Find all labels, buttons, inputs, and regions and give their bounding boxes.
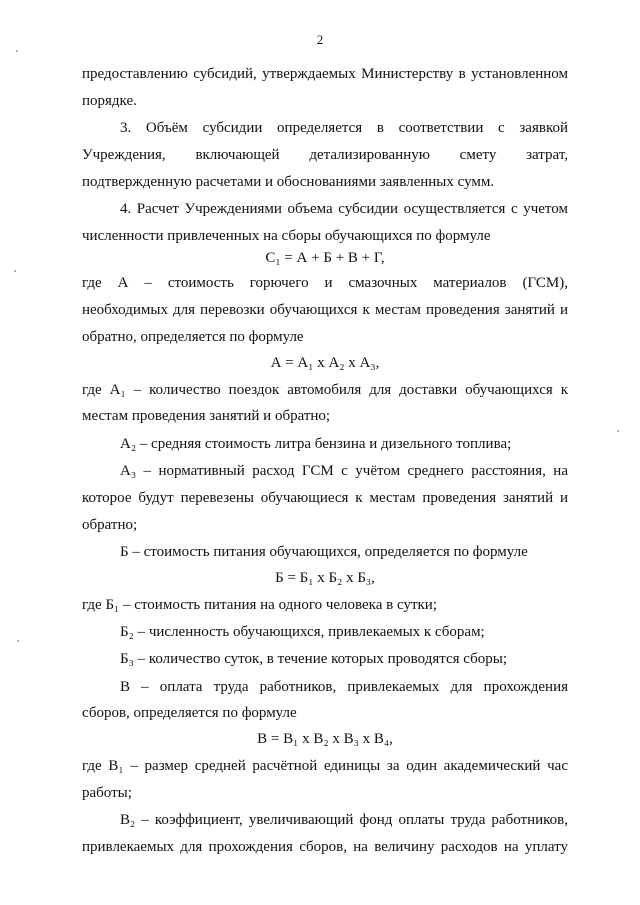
text-line: обратно, определяется по формуле: [82, 329, 304, 345]
formula-c1: С₁ = А + Б + В + Г,: [265, 250, 385, 266]
text-line: подтвержденную расчетами и обоснованиями заявленных сумм.: [82, 174, 495, 190]
text-line: где В₁ – размер средней расчётной единицы за один академический час: [82, 758, 568, 774]
text-line: А₂ – средняя стоимость литра бензина и дизельного топлива;: [120, 436, 512, 452]
text-line: Б – стоимость питания обучающихся, определяется по формуле: [120, 544, 528, 560]
text-line: местам проведения занятий и обратно;: [82, 408, 331, 424]
text-line: где А₁ – количество поездок автомобиля для доставки обучающихся к: [82, 382, 568, 398]
text-line: обратно;: [82, 517, 138, 533]
text-line: Учреждения, включающей детализированную смету затрат,: [82, 147, 568, 163]
text-line: привлекаемых для прохождения сборов, на величину расходов на уплату: [82, 839, 568, 855]
scan-speck: [16, 50, 18, 52]
text-line: порядке.: [82, 93, 137, 109]
scan-speck: [17, 640, 19, 642]
text-line: В – оплата труда работников, привлекаемых для прохождения: [120, 679, 568, 695]
text-line: 4. Расчет Учреждениями объема субсидии осуществляется с учетом: [120, 201, 568, 217]
formula-v: В = В₁ х В₂ х В₃ х В₄,: [257, 731, 393, 747]
scan-speck: [14, 270, 16, 272]
text-line: сборов, определяется по формуле: [82, 705, 297, 721]
text-line: В₂ – коэффициент, увеличивающий фонд оплаты труда работников,: [120, 812, 568, 828]
text-line: 3. Объём субсидии определяется в соответствии с заявкой: [120, 120, 568, 136]
page-number: 2: [316, 32, 324, 47]
text-line: где Б₁ – стоимость питания на одного человека в сутки;: [82, 597, 437, 613]
formula-b: Б = Б₁ х Б₂ х Б₃,: [275, 570, 375, 586]
text-line: предоставлению субсидий, утверждаемых Министерству в установленном: [82, 66, 568, 82]
text-line: где А – стоимость горючего и смазочных материалов (ГСМ),: [82, 275, 568, 291]
text-line: которое будут перевезены обучающиеся к местам проведения занятий и: [82, 490, 568, 506]
text-line: Б₃ – количество суток, в течение которых проводятся сборы;: [120, 651, 508, 667]
text-line: необходимых для перевозки обучающихся к местам проведения занятий и: [82, 302, 568, 318]
text-line: численности привлеченных на сборы обучающихся по формуле: [82, 228, 491, 244]
scan-speck: [617, 430, 619, 432]
formula-a: А = А₁ х А₂ х А₃,: [270, 355, 380, 371]
text-line: А₃ – нормативный расход ГСМ с учётом среднего расстояния, на: [120, 463, 568, 479]
text-line: работы;: [82, 785, 132, 801]
text-line: Б₂ – численность обучающихся, привлекаемых к сборам;: [120, 624, 485, 640]
